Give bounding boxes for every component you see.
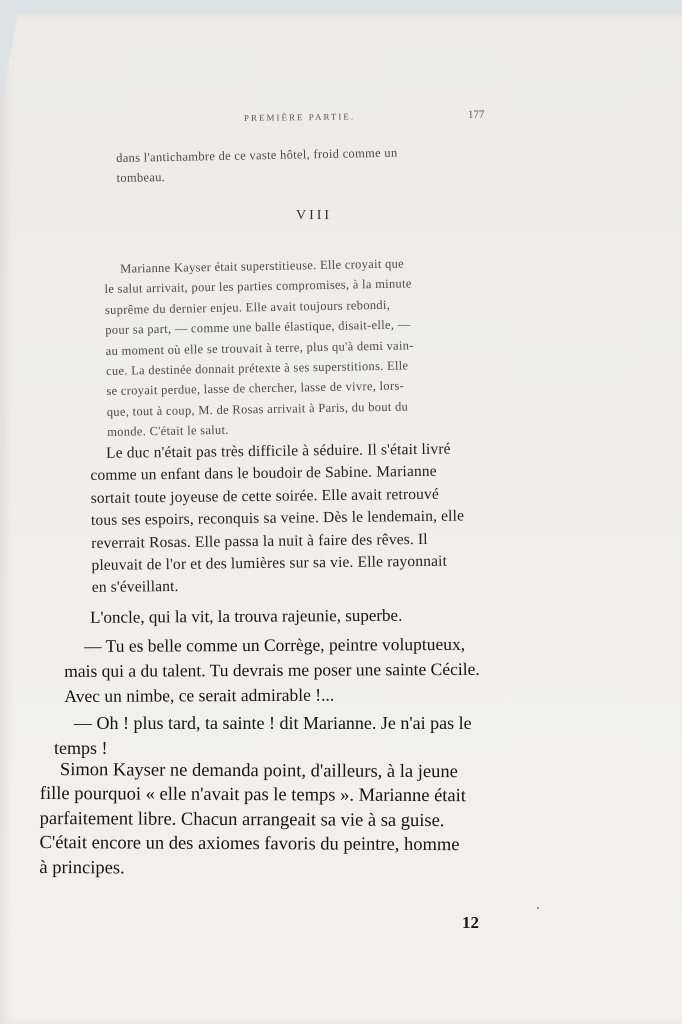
page-corner	[0, 14, 18, 109]
text-line: fille pourquoi « elle n'avait pas le temps ». Marianne était	[39, 784, 466, 807]
paragraph-5	[54, 711, 472, 761]
text-line: L'oncle, qui la vit, la trouva rajeunie, superbe.	[89, 605, 403, 627]
text-line: — Oh ! plus tard, ta sainte ! dit Marianne. Je n'ai pas le	[74, 713, 472, 733]
text-line: le salut arrivait, pour les parties compromises, à la minute	[104, 276, 412, 297]
text-line: pleuvait de l'or et des lumières sur sa vie. Elle rayonnait	[91, 552, 448, 575]
text-line: se croyait perdue, lasse de chercher, lasse de vivre, lors-	[106, 378, 405, 399]
text-line: Simon Kayser ne demanda point, d'ailleurs, à la jeune	[59, 760, 458, 783]
text-line: comme un enfant dans le boudoir de Sabine. Marianne	[90, 463, 437, 485]
text-line: à principes.	[39, 857, 125, 879]
text-line: au moment où elle se trouvait à terre, plus qu'à demi vain-	[105, 337, 414, 358]
text-line: sortait toute joyeuse de cette soirée. Elle avait retrouvé	[90, 485, 440, 507]
paragraph-1	[104, 253, 415, 442]
paper-speck	[537, 907, 539, 909]
text-line: temps !	[54, 738, 108, 758]
continuation-text	[116, 143, 398, 189]
text-line: que, tout à coup, M. de Rosas arrivait à Paris, du bout du	[106, 399, 409, 419]
folio-number: 12	[462, 913, 479, 932]
text-line: tous ses espoirs, reconquis sa veine. Dès le lendemain, elle	[90, 507, 465, 530]
running-head-title: PREMIÈRE PARTIE.	[243, 111, 356, 123]
text-line: Marianne Kayser était superstitieuse. Elle croyait que	[120, 256, 405, 276]
text-line: suprême du dernier enjeu. Elle avait toujours rebondi,	[104, 297, 391, 317]
running-head-page-number: 177	[467, 108, 485, 121]
chapter-heading: VIII	[296, 208, 333, 223]
paragraph-4	[64, 632, 480, 709]
text-line: C'était encore un des axiomes favoris du peintre, homme	[39, 833, 460, 856]
paragraph-3	[74, 606, 402, 628]
text-line: dans l'antichambre de ce vaste hôtel, froid comme un	[116, 145, 398, 165]
text-line: cue. La destinée donnait prétexte à ses superstitions. Elle	[105, 358, 409, 379]
text-line: en s'éveillant.	[91, 578, 179, 597]
text-line: Avec un nimbe, ce serait admirable !...	[64, 684, 335, 706]
text-line: Le duc n'était pas très difficile à séduire. Il s'était livré	[106, 440, 451, 462]
text-line: monde. C'était le salut.	[107, 422, 229, 440]
text-line: reverrait Rosas. Elle passa la nuit à faire des rêves. Il	[91, 530, 428, 552]
text-line: mais qui a du talent. Tu devrais me poser une sainte Cécile.	[64, 658, 480, 681]
text-line: — Tu es belle comme un Corrège, peintre voluptueux,	[84, 633, 466, 656]
paragraph-2	[90, 438, 465, 599]
text-line: tombeau.	[116, 170, 166, 186]
text-line: parfaitement libre. Chacun arrangeait sa vie à sa guise.	[39, 808, 445, 831]
paragraph-6	[39, 758, 466, 882]
text-line: pour sa part, — comme une balle élastique, disait-elle, —	[105, 317, 411, 338]
